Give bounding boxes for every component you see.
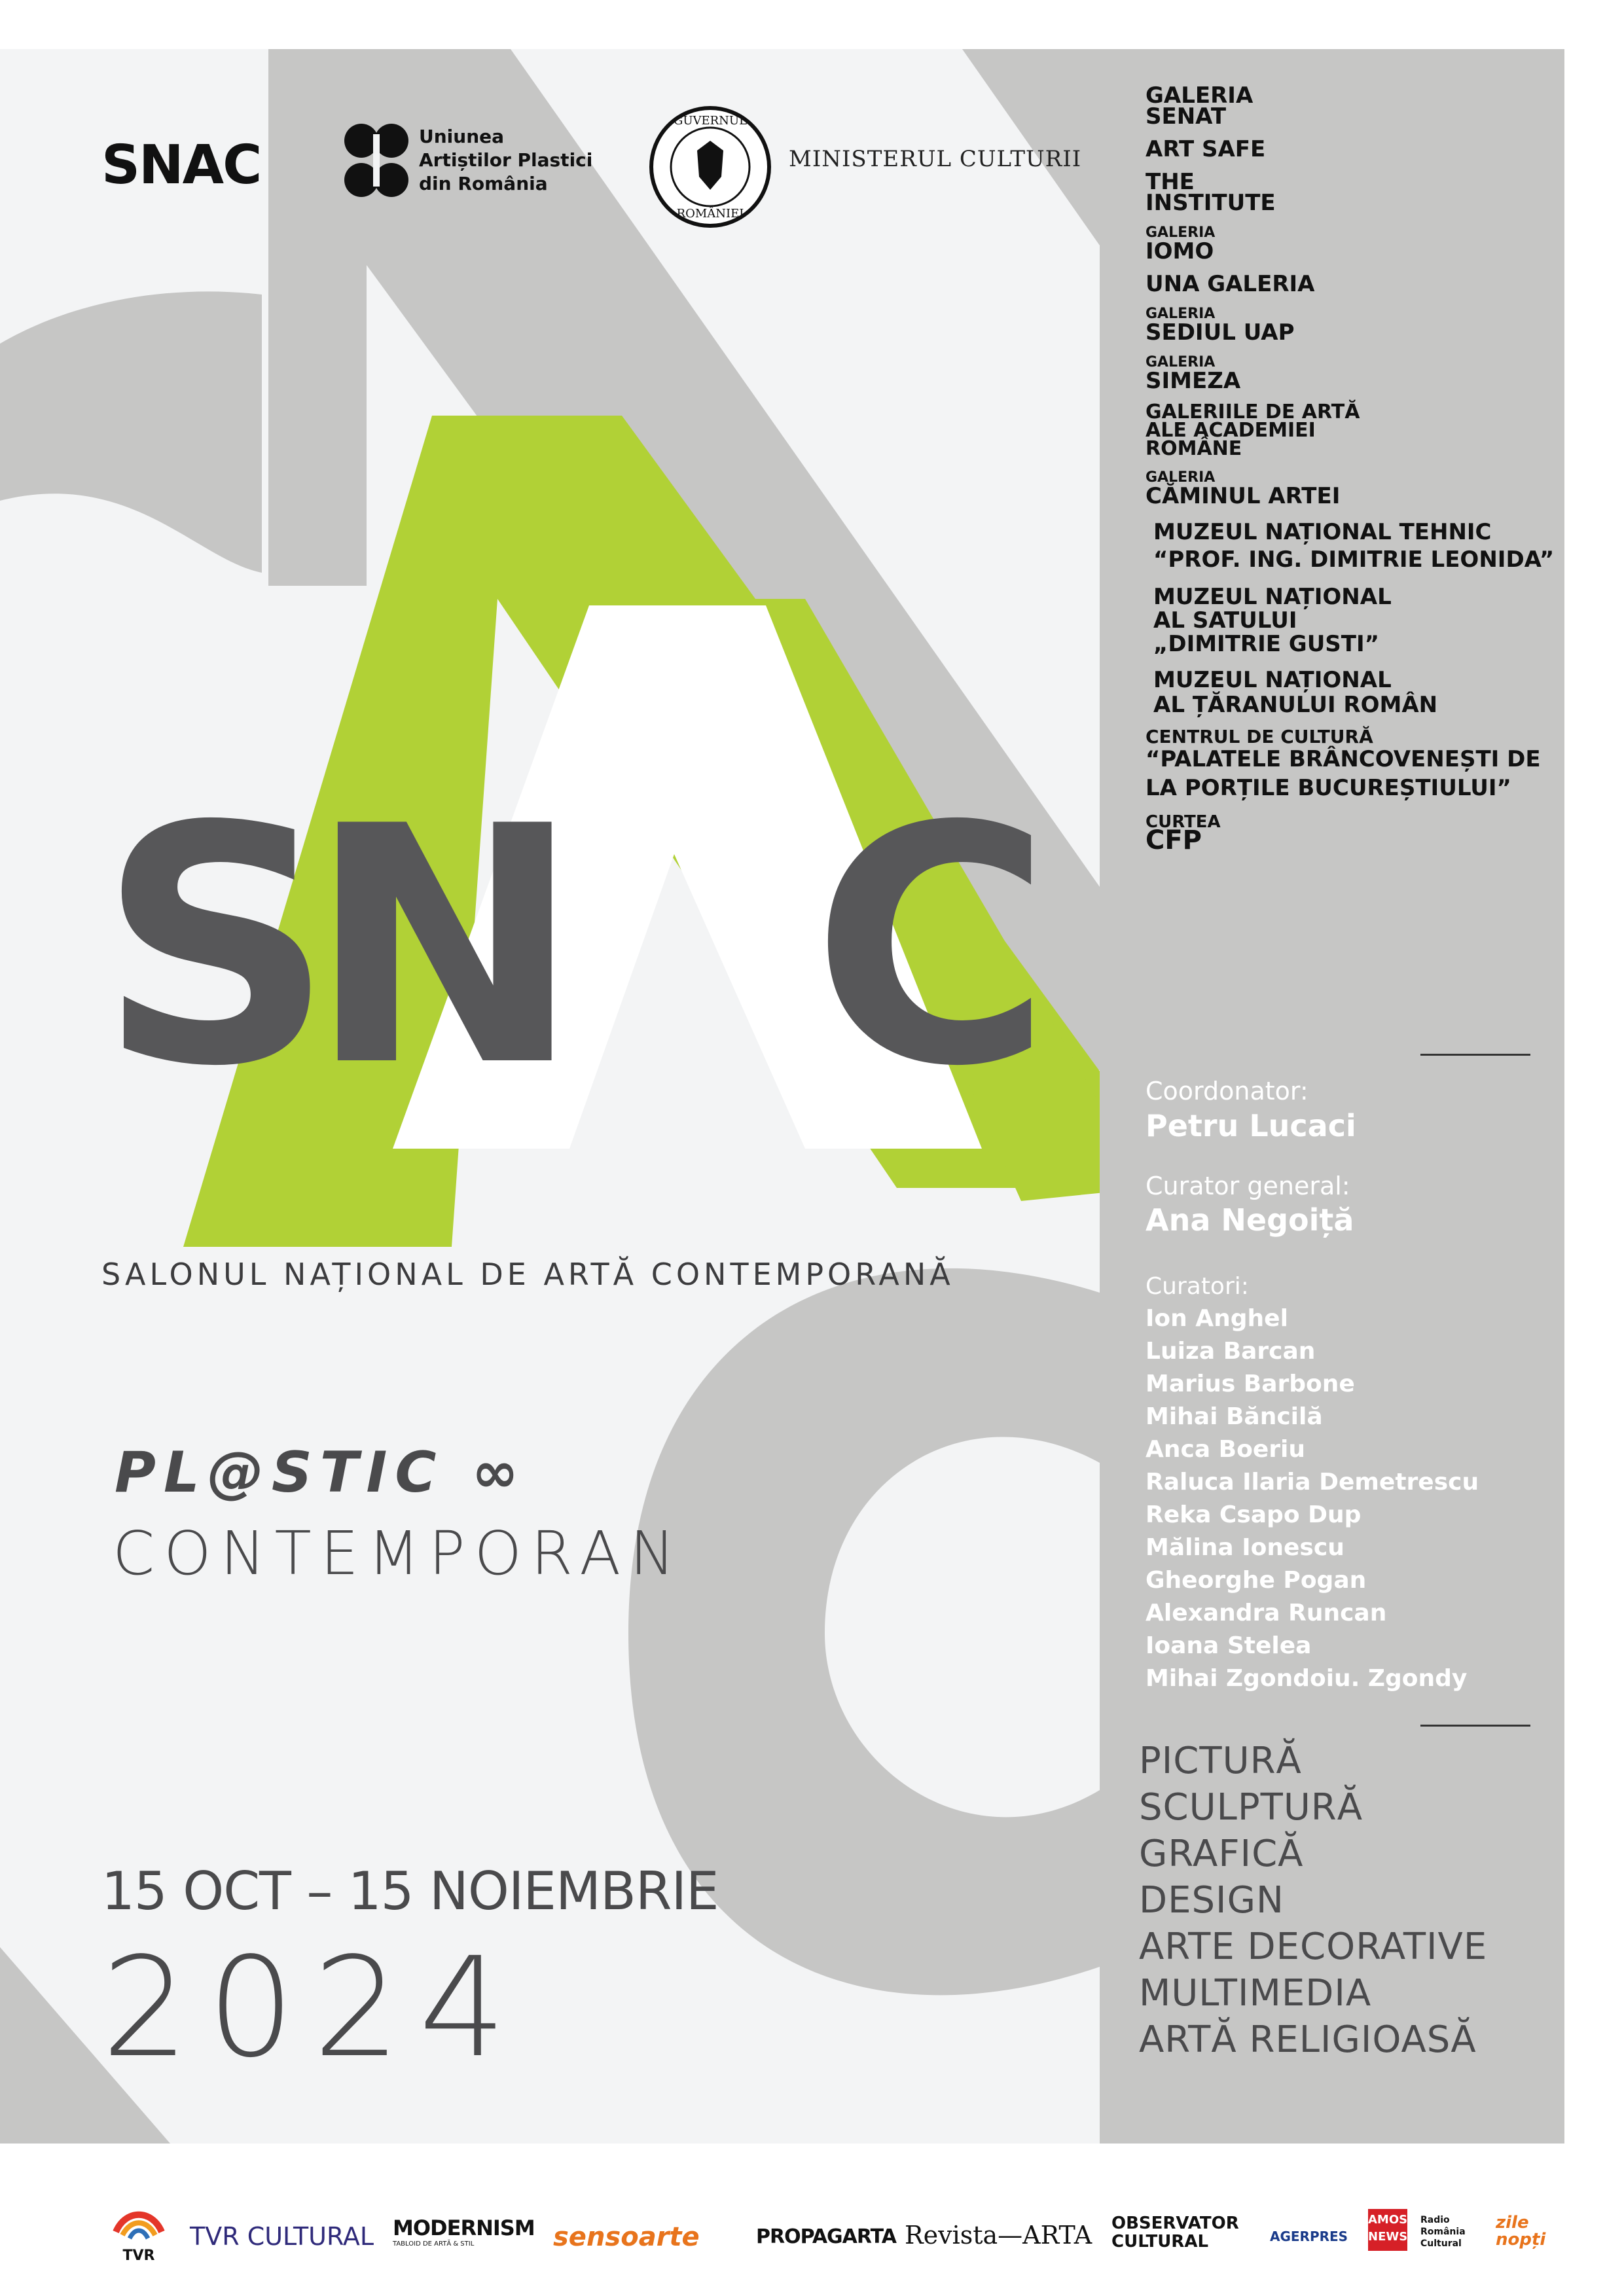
- venue-item: [1146, 726, 1564, 802]
- tvr-cultural-logo: TVR CULTURAL: [190, 2222, 374, 2251]
- propagarta-logo: PROPAGARTA: [756, 2225, 896, 2248]
- tvr-logo: [113, 2206, 165, 2264]
- revista-arta-logo: Revista—ARTA: [905, 2221, 1092, 2250]
- poster: [0, 49, 1564, 2144]
- venue-prefix: CURTEA: [1146, 812, 1221, 832]
- venue-name: IOMO: [1146, 238, 1214, 264]
- venue-item: [1146, 169, 1564, 216]
- curator-list: [1146, 1302, 1479, 1695]
- venue-name: CĂMINUL ARTEI: [1146, 483, 1341, 509]
- venue-prefix: GALERIA: [1146, 469, 1216, 486]
- curator-name: Anca Boeriu: [1146, 1436, 1305, 1463]
- venue-item: [1146, 271, 1564, 297]
- modernism-logo: [393, 2215, 535, 2248]
- uap-line-1: Uniunea: [419, 126, 505, 147]
- discipline: SCULPTURĂ: [1139, 1786, 1363, 1829]
- discipline: DESIGN: [1139, 1879, 1284, 1922]
- observator-cultural-logo: OBSERVATOR CULTURAL: [1111, 2214, 1239, 2251]
- venue-prefix: GALERIA: [1146, 306, 1216, 322]
- curator-name: Ioana Stelea: [1146, 1632, 1312, 1659]
- amos-news-logo: AMOS NEWS: [1368, 2209, 1407, 2251]
- curator-name: Luiza Barcan: [1146, 1338, 1316, 1365]
- venue-item: [1146, 306, 1564, 346]
- discipline: PICTURĂ: [1139, 1740, 1302, 1782]
- venue-item: [1146, 403, 1564, 458]
- venue-name: MUZEUL NAȚIONAL TEHNIC “PROF. ING. DIMITRIE LEONIDA”: [1153, 519, 1555, 573]
- venue-item: [1146, 518, 1564, 573]
- zile-nopti-logo: zile nopți: [1496, 2213, 1546, 2250]
- curator-general-name: Ana Negoiță: [1146, 1202, 1354, 1238]
- ministry-name: MINISTERUL CULTURII: [789, 146, 1082, 172]
- venue-name: MUZEUL NAȚIONAL AL ȚĂRANULUI ROMÂN: [1153, 667, 1438, 718]
- mark-letter-n: N: [308, 757, 569, 1138]
- modernism-label: MODERNISM: [393, 2215, 535, 2240]
- venue-prefix: CENTRUL DE CULTURĂ: [1146, 726, 1373, 747]
- theme-line-1: PL@STIC ∞: [115, 1440, 527, 1505]
- venue-name: CFP: [1146, 825, 1202, 855]
- coordinator-label: Coordonator:: [1146, 1077, 1308, 1105]
- venue-name: MUZEUL NAȚIONAL AL SATULUI „DIMITRIE GUSTI”: [1153, 584, 1392, 657]
- discipline: ARTE DECORATIVE: [1139, 1926, 1488, 1968]
- curator-name: Mihai Zgondoiu. Zgondy: [1146, 1665, 1468, 1692]
- discipline: GRAFICĂ: [1139, 1833, 1304, 1875]
- venue-name: SIMEZA: [1146, 368, 1241, 394]
- tvr-label: TVR: [122, 2248, 155, 2264]
- uap-line-2: Artiștilor Plastici: [419, 149, 593, 171]
- venue-name: UNA GALERIA: [1146, 271, 1315, 297]
- venue-item: [1146, 354, 1564, 394]
- venue-name: ART SAFE: [1146, 136, 1266, 162]
- seal-text-top: GUVERNUL: [673, 114, 748, 128]
- curator-name: Ion Anghel: [1146, 1305, 1288, 1332]
- curator-name: Alexandra Runcan: [1146, 1600, 1387, 1626]
- modernism-sub: TABLOID DE ARTĂ & STIL: [393, 2240, 475, 2248]
- divider: [1420, 1725, 1530, 1727]
- curator-name: Mihai Băncilă: [1146, 1403, 1323, 1430]
- curator-name: Gheorghe Pogan: [1146, 1567, 1367, 1594]
- salon-title: SALONUL NAȚIONAL DE ARTĂ CONTEMPORANĂ: [101, 1257, 954, 1292]
- divider: [1420, 1054, 1530, 1056]
- venue-prefix: GALERIA: [1146, 224, 1216, 241]
- venue-item: [1146, 82, 1564, 130]
- venue-list: [1146, 82, 1564, 863]
- curator-name: Raluca Ilaria Demetrescu: [1146, 1469, 1479, 1496]
- snac-big-mark: [0, 49, 1100, 1293]
- venue-item: [1146, 668, 1564, 717]
- agerpres-logo: AGERPRES: [1270, 2229, 1348, 2244]
- venue-item: [1146, 812, 1564, 855]
- venue-name: THE INSTITUTE: [1146, 169, 1276, 216]
- curator-name: Marius Barbone: [1146, 1371, 1355, 1397]
- venue-name: GALERIA SENAT: [1146, 82, 1254, 130]
- venue-item: [1146, 136, 1564, 162]
- venue-item: [1146, 470, 1564, 507]
- radio-romania-cultural-logo: Radio România Cultural: [1420, 2215, 1466, 2249]
- uap-line-3: din România: [419, 173, 548, 194]
- discipline: MULTIMEDIA: [1139, 1972, 1372, 2015]
- mark-letter-c: C: [812, 757, 1039, 1138]
- event-year: 2024: [101, 1928, 525, 2088]
- venue-prefix: GALERIILE DE ARTĂ ALE ACADEMIEI ROMÂNE: [1146, 401, 1360, 460]
- coordinator-name: Petru Lucaci: [1146, 1108, 1356, 1143]
- curator-name: Mălina Ionescu: [1146, 1534, 1344, 1561]
- venue-prefix: GALERIA: [1146, 354, 1216, 370]
- sensoarte-logo: sensoarte: [553, 2222, 700, 2252]
- venue-item: [1146, 585, 1564, 656]
- theme-line-2: CONTEMPORAN: [113, 1518, 685, 1588]
- discipline: ARTĂ RELIGIOASĂ: [1139, 2018, 1477, 2061]
- curators-label: Curatori:: [1146, 1273, 1249, 1300]
- mark-letter-s: S: [98, 757, 321, 1138]
- venue-item: [1146, 225, 1564, 262]
- tvr-icon: [113, 2206, 165, 2245]
- venue-name: “PALATELE BRÂNCOVENEȘTI DE LA PORȚILE BUCUREȘTIULUI”: [1146, 746, 1541, 801]
- partner-logos: [0, 2144, 1624, 2296]
- venue-name: SEDIUL UAP: [1146, 319, 1295, 346]
- event-dates: 15 OCT – 15 NOIEMBRIE: [101, 1861, 719, 1922]
- seal-text-bottom: ROMÂNIEI: [676, 207, 744, 221]
- snac-logo: SNAC: [101, 134, 261, 196]
- curator-general-label: Curator general:: [1146, 1172, 1350, 1200]
- curator-name: Reka Csapo Dup: [1146, 1501, 1362, 1528]
- discipline-list: [1139, 1738, 1487, 2063]
